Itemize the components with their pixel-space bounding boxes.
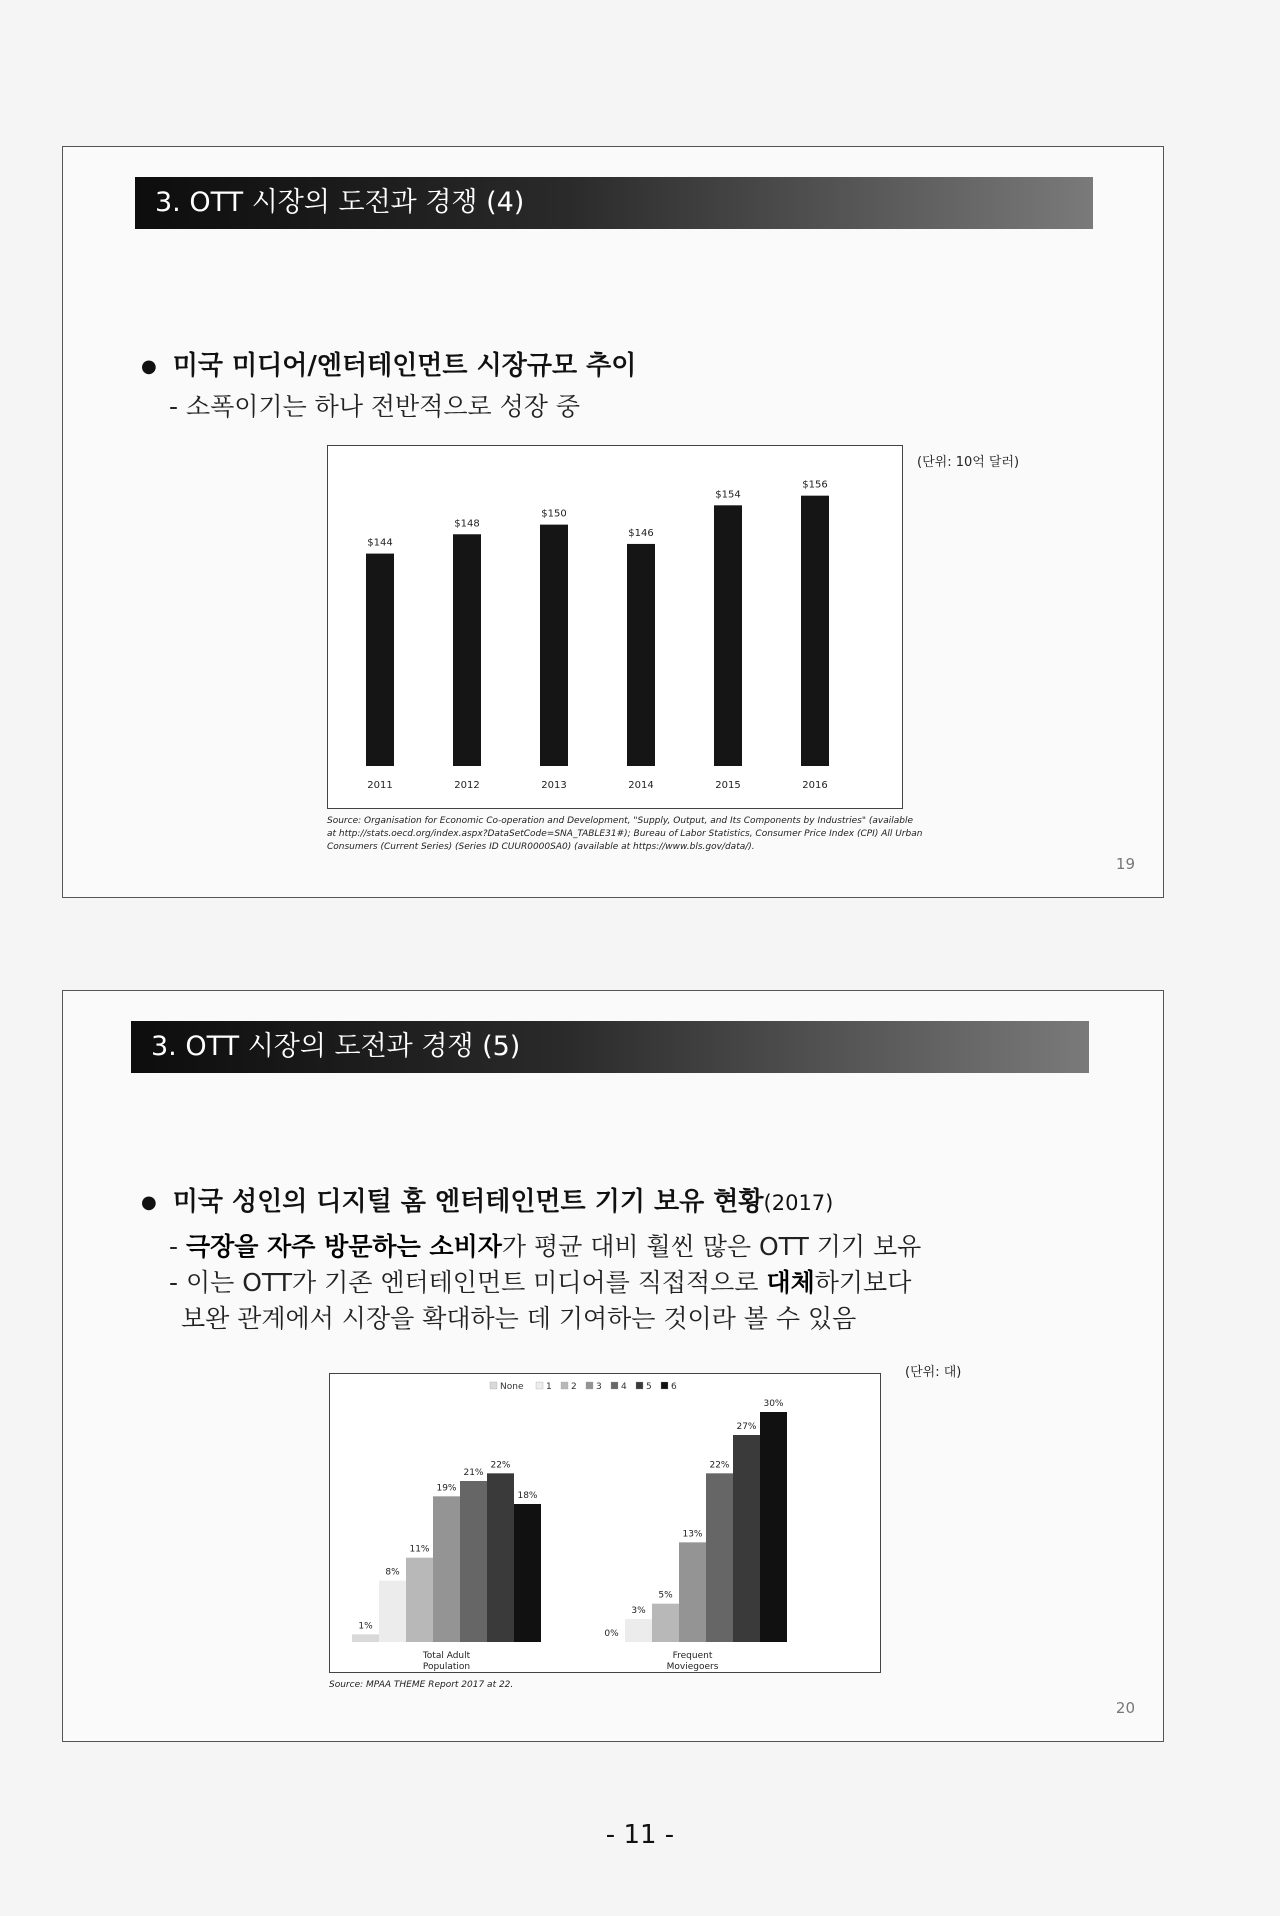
bullet-text: 미국 성인의 디지털 홈 엔터테인먼트 기기 보유 현황 (172, 1187, 764, 1217)
legend-label: 5 (646, 1382, 652, 1392)
bar-2013 (540, 525, 568, 766)
category-label: Frequent (672, 1651, 713, 1661)
data-label: 3% (631, 1606, 646, 1616)
source-line: at http://stats.oecd.org/index.aspx?DataSetCode=SNA_TABLE31#); Bureau of Labor Statistics, Consumer Price Index (CPI) All Urban (327, 829, 923, 839)
bullet-dot-icon: ● (141, 1192, 157, 1213)
data-label: 11% (409, 1544, 430, 1555)
bar-2 (652, 1604, 679, 1642)
x-tick-label: 2014 (628, 780, 654, 791)
market-size-bar-chart (328, 446, 902, 808)
x-tick-label: 2015 (715, 780, 741, 791)
bar-3 (433, 1496, 460, 1642)
category-label: Moviegoers (666, 1662, 719, 1672)
bullet-text: 미국 미디어/엔터테인먼트 시장규모 추이 (172, 351, 637, 381)
bar-None (352, 1634, 379, 1642)
bar-3 (679, 1542, 706, 1642)
source-line: Consumers (Current Series) (Series ID CUUR0000SA0) (available at https://www.bls.gov/data/). (327, 842, 755, 852)
legend-label: 1 (546, 1382, 552, 1392)
sub-point: - 소폭이기는 하나 전반적으로 성장 중 (169, 392, 581, 421)
unit-label: (단위: 대) (905, 1365, 962, 1380)
legend-swatch (561, 1382, 568, 1389)
bar-1 (379, 1581, 406, 1642)
emphasis-text: 대체 (766, 1268, 815, 1297)
data-label: 21% (463, 1468, 484, 1478)
sub-point-1: - 극장을 자주 방문하는 소비자가 평균 대비 훨씬 많은 OTT 기기 보유 (169, 1232, 922, 1261)
data-label: $154 (715, 489, 741, 501)
slide-title: 3. OTT 시장의 도전과 경쟁 (4) (135, 177, 1093, 229)
bar-1 (625, 1619, 652, 1642)
legend-swatch (661, 1382, 668, 1389)
x-tick-label: 2016 (802, 780, 828, 791)
device-ownership-bar-chart (330, 1374, 880, 1672)
x-tick-label: 2012 (454, 780, 480, 791)
data-label: $144 (367, 537, 393, 549)
bullet-heading (141, 1181, 833, 1218)
data-label: 1% (358, 1621, 373, 1632)
bullet-heading (141, 345, 636, 382)
source-line: Source: Organisation for Economic Co-operation and Development, "Supply, Output, and Its Components by Industries" (available (327, 816, 913, 826)
category-label: Population (422, 1662, 471, 1672)
bar-2015 (714, 505, 742, 766)
slide-20 (62, 990, 1164, 1742)
bullet-year: (2017) (763, 1191, 834, 1215)
sub-point-2-cont: 보완 관계에서 시장을 확대하는 데 기여하는 것이라 볼 수 있음 (181, 1304, 857, 1333)
data-label: 13% (682, 1529, 703, 1540)
bar-2014 (627, 544, 655, 766)
page-footer: - 11 - (605, 1820, 675, 1850)
bar-6 (514, 1504, 541, 1642)
sub-text: 가 평균 대비 훨씬 많은 OTT 기기 보유 (501, 1232, 922, 1261)
x-tick-label: 2011 (367, 780, 393, 791)
bullet-dot-icon: ● (141, 356, 157, 377)
data-label: 5% (658, 1590, 673, 1601)
sub-text: 하기보다 (814, 1268, 912, 1297)
bar-2016 (801, 496, 829, 766)
data-label: 27% (736, 1422, 757, 1432)
data-label: 0% (604, 1629, 619, 1639)
legend-swatch (611, 1382, 618, 1389)
legend-swatch (586, 1382, 593, 1389)
bar-6 (760, 1412, 787, 1642)
legend-swatch (490, 1382, 497, 1389)
bar-2012 (453, 534, 481, 766)
bar-4 (706, 1473, 733, 1642)
bar-5 (487, 1473, 514, 1642)
chart-device-ownership (329, 1373, 881, 1673)
chart-source (327, 815, 927, 854)
sub-text: 이는 OTT가 기존 엔터테인먼트 미디어를 직접적으로 (185, 1268, 767, 1297)
data-label: 8% (385, 1567, 400, 1578)
legend-label: None (500, 1382, 524, 1392)
bar-2 (406, 1558, 433, 1642)
chart-market-size (327, 445, 903, 809)
sub-point-2: - 이는 OTT가 기존 엔터테인먼트 미디어를 직접적으로 대체하기보다 (169, 1268, 912, 1297)
data-label: $156 (802, 479, 828, 491)
legend-label: 6 (671, 1382, 677, 1392)
legend-label: 3 (596, 1382, 602, 1392)
data-label: $146 (628, 527, 654, 539)
unit-label: (단위: 10억 달러) (917, 455, 1020, 470)
legend-swatch (536, 1382, 543, 1389)
page-number: 20 (1115, 1699, 1135, 1717)
emphasis-text: 극장을 자주 방문하는 소비자 (185, 1232, 502, 1261)
category-label: Total Adult (422, 1651, 471, 1661)
slide-19 (62, 146, 1164, 898)
legend-label: 2 (571, 1382, 577, 1392)
data-label: 22% (709, 1460, 730, 1471)
bar-5 (733, 1435, 760, 1642)
data-label: 19% (436, 1483, 457, 1494)
data-label: $148 (454, 518, 480, 530)
data-label: 18% (517, 1491, 538, 1501)
data-label: 30% (763, 1399, 784, 1409)
chart-source: Source: MPAA THEME Report 2017 at 22. (329, 1680, 514, 1690)
legend-swatch (636, 1382, 643, 1389)
page-number: 19 (1115, 855, 1135, 873)
bar-2011 (366, 554, 394, 766)
bar-4 (460, 1481, 487, 1642)
legend-label: 4 (621, 1382, 627, 1392)
slide-title: 3. OTT 시장의 도전과 경쟁 (5) (131, 1021, 1089, 1073)
x-tick-label: 2013 (541, 780, 567, 791)
data-label: 22% (490, 1460, 511, 1471)
data-label: $150 (541, 508, 567, 520)
